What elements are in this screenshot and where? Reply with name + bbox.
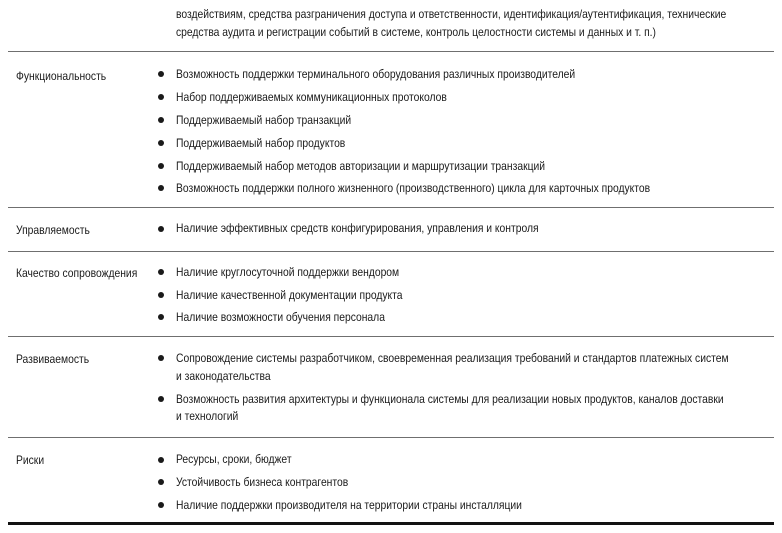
list-item: Ресурсы, сроки, бюджет: [176, 452, 292, 466]
list-item: Возможность развития архитектуры и функционала системы для реализации новых продуктов, каналов доставки: [176, 392, 724, 406]
list-item: Набор поддерживаемых коммуникационных протоколов: [176, 90, 447, 104]
row-divider: [8, 437, 774, 438]
list-item: Сопровождение системы разработчиком, своевременная реализация требований и стандартов платежных систем: [176, 351, 729, 365]
bullet-icon: [158, 94, 164, 100]
list-item: Возможность поддержки терминального оборудования различных производителей: [176, 67, 576, 81]
list-item: Наличие возможности обучения персонала: [176, 310, 385, 324]
row-label-risks: Риски: [16, 453, 45, 467]
intro-line-2: средства аудита и регистрации событий в системе, контроль целостности системы и данных и т. п.): [176, 25, 657, 39]
bullet-icon: [158, 226, 164, 232]
list-item: Поддерживаемый набор методов авторизации и маршрутизации транзакций: [176, 159, 546, 173]
row-divider: [8, 207, 774, 208]
list-item-continuation: и законодательства: [176, 369, 271, 383]
list-item: Поддерживаемый набор продуктов: [176, 136, 346, 150]
row-label-evolvability: Развиваемость: [16, 352, 90, 366]
bullet-icon: [158, 479, 164, 485]
list-item: Наличие поддержки производителя на территории страны инсталляции: [176, 498, 522, 512]
bullet-icon: [158, 314, 164, 320]
list-item: Наличие эффективных средств конфигурирования, управления и контроля: [176, 221, 539, 235]
list-item: Возможность поддержки полного жизненного (производственного) цикла для карточных продуктов: [176, 181, 651, 195]
bullet-icon: [158, 292, 164, 298]
bullet-icon: [158, 185, 164, 191]
bullet-icon: [158, 396, 164, 402]
list-item-continuation: и технологий: [176, 409, 239, 423]
row-divider: [8, 51, 774, 52]
bullet-icon: [158, 71, 164, 77]
row-label-support-quality: Качество сопровождения: [16, 266, 138, 280]
list-item: Поддерживаемый набор транзакций: [176, 113, 352, 127]
bullet-icon: [158, 457, 164, 463]
list-item: Наличие круглосуточной поддержки вендором: [176, 265, 400, 279]
row-label-functionality: Функциональность: [16, 69, 107, 83]
bullet-icon: [158, 140, 164, 146]
bullet-icon: [158, 269, 164, 275]
bullet-icon: [158, 163, 164, 169]
table-bottom-rule: [8, 522, 774, 525]
list-item: Наличие качественной документации продукта: [176, 288, 403, 302]
bullet-icon: [158, 502, 164, 508]
intro-line-1: воздействиям, средства разграничения доступа и ответственности, идентификация/аутентификация, технические: [176, 7, 727, 21]
list-item: Устойчивость бизнеса контрагентов: [176, 475, 349, 489]
bullet-icon: [158, 117, 164, 123]
row-divider: [8, 336, 774, 337]
row-label-manageability: Управляемость: [16, 223, 90, 237]
row-divider: [8, 251, 774, 252]
bullet-icon: [158, 355, 164, 361]
